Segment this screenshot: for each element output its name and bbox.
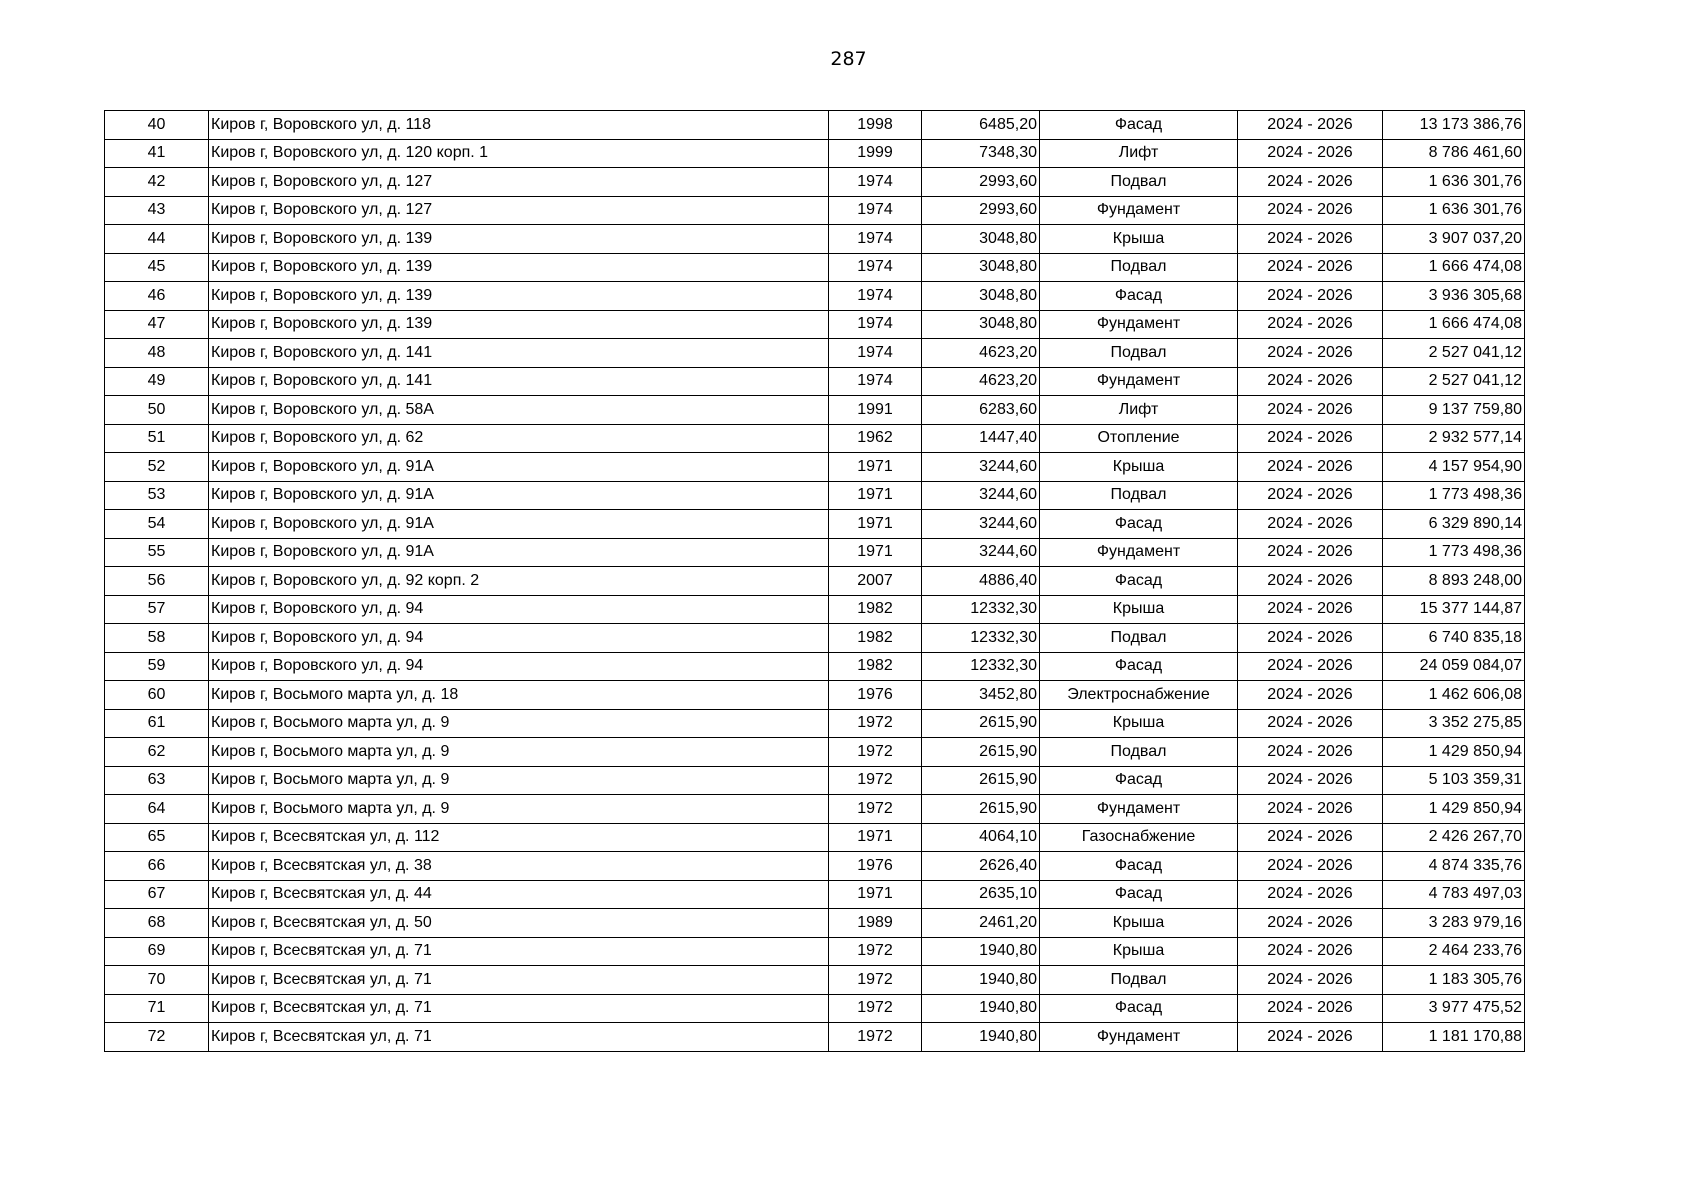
period-cell: 2024 - 2026 [1238, 396, 1383, 425]
address-cell: Киров г, Воровского ул, д. 58А [209, 396, 829, 425]
cost-cell: 4 874 335,76 [1383, 852, 1525, 881]
row-number-cell: 53 [105, 481, 209, 510]
row-number-cell: 56 [105, 567, 209, 596]
cost-cell: 3 283 979,16 [1383, 909, 1525, 938]
work-type-cell: Крыша [1040, 709, 1238, 738]
table-row [105, 652, 1525, 681]
cost-cell: 2 932 577,14 [1383, 424, 1525, 453]
build-year-cell: 1972 [829, 766, 922, 795]
period-cell: 2024 - 2026 [1238, 681, 1383, 710]
period-cell: 2024 - 2026 [1238, 111, 1383, 140]
build-year-cell: 1971 [829, 538, 922, 567]
build-year-cell: 1974 [829, 196, 922, 225]
row-number-cell: 41 [105, 139, 209, 168]
work-type-cell: Фасад [1040, 282, 1238, 311]
work-type-cell: Подвал [1040, 966, 1238, 995]
build-year-cell: 1972 [829, 1023, 922, 1052]
build-year-cell: 1976 [829, 852, 922, 881]
address-cell: Киров г, Воровского ул, д. 91А [209, 510, 829, 539]
area-cell: 3048,80 [922, 310, 1040, 339]
table-row [105, 367, 1525, 396]
build-year-cell: 1972 [829, 709, 922, 738]
row-number-cell: 64 [105, 795, 209, 824]
cost-cell: 1 429 850,94 [1383, 795, 1525, 824]
cost-cell: 2 464 233,76 [1383, 937, 1525, 966]
period-cell: 2024 - 2026 [1238, 909, 1383, 938]
address-cell: Киров г, Всесвятская ул, д. 112 [209, 823, 829, 852]
period-cell: 2024 - 2026 [1238, 766, 1383, 795]
period-cell: 2024 - 2026 [1238, 852, 1383, 881]
period-cell: 2024 - 2026 [1238, 367, 1383, 396]
work-type-cell: Фасад [1040, 766, 1238, 795]
row-number-cell: 61 [105, 709, 209, 738]
address-cell: Киров г, Восьмого марта ул, д. 9 [209, 709, 829, 738]
row-number-cell: 43 [105, 196, 209, 225]
area-cell: 3244,60 [922, 453, 1040, 482]
address-cell: Киров г, Воровского ул, д. 94 [209, 595, 829, 624]
row-number-cell: 57 [105, 595, 209, 624]
cost-cell: 1 181 170,88 [1383, 1023, 1525, 1052]
build-year-cell: 1991 [829, 396, 922, 425]
row-number-cell: 59 [105, 652, 209, 681]
register-table [104, 110, 1525, 1052]
period-cell: 2024 - 2026 [1238, 253, 1383, 282]
period-cell: 2024 - 2026 [1238, 481, 1383, 510]
area-cell: 2626,40 [922, 852, 1040, 881]
address-cell: Киров г, Воровского ул, д. 92 корп. 2 [209, 567, 829, 596]
work-type-cell: Крыша [1040, 595, 1238, 624]
address-cell: Киров г, Воровского ул, д. 62 [209, 424, 829, 453]
table-row [105, 595, 1525, 624]
table-row [105, 510, 1525, 539]
period-cell: 2024 - 2026 [1238, 339, 1383, 368]
build-year-cell: 1971 [829, 453, 922, 482]
table-row [105, 624, 1525, 653]
area-cell: 4623,20 [922, 367, 1040, 396]
work-type-cell: Фундамент [1040, 538, 1238, 567]
area-cell: 3048,80 [922, 282, 1040, 311]
work-type-cell: Фасад [1040, 852, 1238, 881]
work-type-cell: Лифт [1040, 396, 1238, 425]
period-cell: 2024 - 2026 [1238, 538, 1383, 567]
table-row [105, 709, 1525, 738]
table-row [105, 282, 1525, 311]
cost-cell: 3 936 305,68 [1383, 282, 1525, 311]
table-row [105, 453, 1525, 482]
period-cell: 2024 - 2026 [1238, 795, 1383, 824]
cost-cell: 9 137 759,80 [1383, 396, 1525, 425]
period-cell: 2024 - 2026 [1238, 1023, 1383, 1052]
period-cell: 2024 - 2026 [1238, 624, 1383, 653]
row-number-cell: 71 [105, 994, 209, 1023]
address-cell: Киров г, Всесвятская ул, д. 44 [209, 880, 829, 909]
build-year-cell: 1974 [829, 225, 922, 254]
cost-cell: 1 183 305,76 [1383, 966, 1525, 995]
work-type-cell: Фундамент [1040, 196, 1238, 225]
build-year-cell: 1972 [829, 738, 922, 767]
table-row [105, 538, 1525, 567]
row-number-cell: 44 [105, 225, 209, 254]
cost-cell: 1 773 498,36 [1383, 538, 1525, 567]
row-number-cell: 62 [105, 738, 209, 767]
work-type-cell: Фасад [1040, 111, 1238, 140]
area-cell: 3452,80 [922, 681, 1040, 710]
work-type-cell: Подвал [1040, 481, 1238, 510]
period-cell: 2024 - 2026 [1238, 738, 1383, 767]
row-number-cell: 50 [105, 396, 209, 425]
table-row [105, 909, 1525, 938]
cost-cell: 15 377 144,87 [1383, 595, 1525, 624]
work-type-cell: Фасад [1040, 880, 1238, 909]
table-row [105, 880, 1525, 909]
row-number-cell: 49 [105, 367, 209, 396]
area-cell: 1940,80 [922, 937, 1040, 966]
build-year-cell: 1972 [829, 994, 922, 1023]
row-number-cell: 42 [105, 168, 209, 197]
address-cell: Киров г, Восьмого марта ул, д. 9 [209, 766, 829, 795]
work-type-cell: Подвал [1040, 339, 1238, 368]
area-cell: 1940,80 [922, 1023, 1040, 1052]
build-year-cell: 1974 [829, 339, 922, 368]
build-year-cell: 1971 [829, 880, 922, 909]
cost-cell: 4 157 954,90 [1383, 453, 1525, 482]
row-number-cell: 72 [105, 1023, 209, 1052]
address-cell: Киров г, Восьмого марта ул, д. 18 [209, 681, 829, 710]
period-cell: 2024 - 2026 [1238, 880, 1383, 909]
work-type-cell: Электроснабжение [1040, 681, 1238, 710]
row-number-cell: 52 [105, 453, 209, 482]
address-cell: Киров г, Всесвятская ул, д. 50 [209, 909, 829, 938]
work-type-cell: Крыша [1040, 937, 1238, 966]
area-cell: 4623,20 [922, 339, 1040, 368]
work-type-cell: Отопление [1040, 424, 1238, 453]
area-cell: 3048,80 [922, 253, 1040, 282]
address-cell: Киров г, Всесвятская ул, д. 38 [209, 852, 829, 881]
build-year-cell: 1982 [829, 624, 922, 653]
work-type-cell: Фундамент [1040, 367, 1238, 396]
build-year-cell: 1971 [829, 823, 922, 852]
area-cell: 2615,90 [922, 766, 1040, 795]
period-cell: 2024 - 2026 [1238, 424, 1383, 453]
address-cell: Киров г, Воровского ул, д. 120 корп. 1 [209, 139, 829, 168]
work-type-cell: Подвал [1040, 253, 1238, 282]
work-type-cell: Фасад [1040, 567, 1238, 596]
area-cell: 12332,30 [922, 624, 1040, 653]
table-row [105, 253, 1525, 282]
row-number-cell: 70 [105, 966, 209, 995]
address-cell: Киров г, Воровского ул, д. 127 [209, 196, 829, 225]
work-type-cell: Лифт [1040, 139, 1238, 168]
build-year-cell: 1976 [829, 681, 922, 710]
build-year-cell: 1982 [829, 652, 922, 681]
period-cell: 2024 - 2026 [1238, 823, 1383, 852]
row-number-cell: 66 [105, 852, 209, 881]
build-year-cell: 1971 [829, 510, 922, 539]
period-cell: 2024 - 2026 [1238, 595, 1383, 624]
cost-cell: 6 740 835,18 [1383, 624, 1525, 653]
row-number-cell: 54 [105, 510, 209, 539]
work-type-cell: Крыша [1040, 453, 1238, 482]
address-cell: Киров г, Всесвятская ул, д. 71 [209, 937, 829, 966]
row-number-cell: 51 [105, 424, 209, 453]
table-row [105, 823, 1525, 852]
work-type-cell: Фундамент [1040, 1023, 1238, 1052]
build-year-cell: 2007 [829, 567, 922, 596]
work-type-cell: Подвал [1040, 624, 1238, 653]
build-year-cell: 1962 [829, 424, 922, 453]
table-row [105, 852, 1525, 881]
table-row [105, 937, 1525, 966]
period-cell: 2024 - 2026 [1238, 168, 1383, 197]
table-row [105, 225, 1525, 254]
address-cell: Киров г, Воровского ул, д. 141 [209, 367, 829, 396]
row-number-cell: 58 [105, 624, 209, 653]
build-year-cell: 1974 [829, 310, 922, 339]
row-number-cell: 45 [105, 253, 209, 282]
build-year-cell: 1972 [829, 795, 922, 824]
address-cell: Киров г, Воровского ул, д. 127 [209, 168, 829, 197]
area-cell: 2615,90 [922, 795, 1040, 824]
address-cell: Киров г, Воровского ул, д. 118 [209, 111, 829, 140]
table-row [105, 795, 1525, 824]
address-cell: Киров г, Всесвятская ул, д. 71 [209, 1023, 829, 1052]
period-cell: 2024 - 2026 [1238, 282, 1383, 311]
address-cell: Киров г, Воровского ул, д. 91А [209, 481, 829, 510]
build-year-cell: 1974 [829, 282, 922, 311]
work-type-cell: Крыша [1040, 909, 1238, 938]
cost-cell: 1 636 301,76 [1383, 196, 1525, 225]
cost-cell: 2 426 267,70 [1383, 823, 1525, 852]
address-cell: Киров г, Воровского ул, д. 94 [209, 652, 829, 681]
build-year-cell: 1972 [829, 966, 922, 995]
cost-cell: 3 352 275,85 [1383, 709, 1525, 738]
area-cell: 1447,40 [922, 424, 1040, 453]
cost-cell: 8 786 461,60 [1383, 139, 1525, 168]
row-number-cell: 48 [105, 339, 209, 368]
area-cell: 4886,40 [922, 567, 1040, 596]
address-cell: Киров г, Воровского ул, д. 141 [209, 339, 829, 368]
cost-cell: 3 907 037,20 [1383, 225, 1525, 254]
address-cell: Киров г, Воровского ул, д. 91А [209, 538, 829, 567]
work-type-cell: Подвал [1040, 738, 1238, 767]
build-year-cell: 1974 [829, 253, 922, 282]
address-cell: Киров г, Воровского ул, д. 139 [209, 253, 829, 282]
address-cell: Киров г, Восьмого марта ул, д. 9 [209, 795, 829, 824]
area-cell: 6485,20 [922, 111, 1040, 140]
work-type-cell: Крыша [1040, 225, 1238, 254]
area-cell: 6283,60 [922, 396, 1040, 425]
area-cell: 2615,90 [922, 738, 1040, 767]
work-type-cell: Фундамент [1040, 795, 1238, 824]
table-row [105, 396, 1525, 425]
table-row [105, 111, 1525, 140]
page-number: 287 [830, 48, 867, 70]
table-row [105, 168, 1525, 197]
cost-cell: 1 666 474,08 [1383, 310, 1525, 339]
area-cell: 1940,80 [922, 966, 1040, 995]
row-number-cell: 63 [105, 766, 209, 795]
period-cell: 2024 - 2026 [1238, 567, 1383, 596]
address-cell: Киров г, Воровского ул, д. 139 [209, 282, 829, 311]
table-row [105, 738, 1525, 767]
table-row [105, 196, 1525, 225]
cost-cell: 13 173 386,76 [1383, 111, 1525, 140]
row-number-cell: 55 [105, 538, 209, 567]
table-row [105, 481, 1525, 510]
period-cell: 2024 - 2026 [1238, 652, 1383, 681]
row-number-cell: 65 [105, 823, 209, 852]
cost-cell: 24 059 084,07 [1383, 652, 1525, 681]
row-number-cell: 47 [105, 310, 209, 339]
cost-cell: 6 329 890,14 [1383, 510, 1525, 539]
period-cell: 2024 - 2026 [1238, 937, 1383, 966]
address-cell: Киров г, Воровского ул, д. 91А [209, 453, 829, 482]
table-row [105, 681, 1525, 710]
cost-cell: 4 783 497,03 [1383, 880, 1525, 909]
cost-cell: 1 666 474,08 [1383, 253, 1525, 282]
work-type-cell: Подвал [1040, 168, 1238, 197]
area-cell: 2635,10 [922, 880, 1040, 909]
period-cell: 2024 - 2026 [1238, 225, 1383, 254]
row-number-cell: 40 [105, 111, 209, 140]
table-row [105, 139, 1525, 168]
cost-cell: 1 462 606,08 [1383, 681, 1525, 710]
cost-cell: 1 773 498,36 [1383, 481, 1525, 510]
build-year-cell: 1974 [829, 168, 922, 197]
period-cell: 2024 - 2026 [1238, 196, 1383, 225]
work-type-cell: Фасад [1040, 994, 1238, 1023]
table-row [105, 339, 1525, 368]
period-cell: 2024 - 2026 [1238, 966, 1383, 995]
cost-cell: 5 103 359,31 [1383, 766, 1525, 795]
address-cell: Киров г, Воровского ул, д. 139 [209, 310, 829, 339]
period-cell: 2024 - 2026 [1238, 310, 1383, 339]
area-cell: 1940,80 [922, 994, 1040, 1023]
register-table-body [105, 111, 1525, 1052]
period-cell: 2024 - 2026 [1238, 139, 1383, 168]
area-cell: 2461,20 [922, 909, 1040, 938]
cost-cell: 1 636 301,76 [1383, 168, 1525, 197]
area-cell: 7348,30 [922, 139, 1040, 168]
address-cell: Киров г, Воровского ул, д. 94 [209, 624, 829, 653]
build-year-cell: 1974 [829, 367, 922, 396]
build-year-cell: 1998 [829, 111, 922, 140]
table-row [105, 310, 1525, 339]
build-year-cell: 1972 [829, 937, 922, 966]
area-cell: 3244,60 [922, 481, 1040, 510]
work-type-cell: Фасад [1040, 652, 1238, 681]
area-cell: 2993,60 [922, 168, 1040, 197]
work-type-cell: Газоснабжение [1040, 823, 1238, 852]
cost-cell: 1 429 850,94 [1383, 738, 1525, 767]
cost-cell: 8 893 248,00 [1383, 567, 1525, 596]
area-cell: 3244,60 [922, 538, 1040, 567]
area-cell: 2615,90 [922, 709, 1040, 738]
address-cell: Киров г, Восьмого марта ул, д. 9 [209, 738, 829, 767]
address-cell: Киров г, Всесвятская ул, д. 71 [209, 994, 829, 1023]
build-year-cell: 1982 [829, 595, 922, 624]
table-row [105, 994, 1525, 1023]
cost-cell: 3 977 475,52 [1383, 994, 1525, 1023]
period-cell: 2024 - 2026 [1238, 994, 1383, 1023]
table-row [105, 1023, 1525, 1052]
work-type-cell: Фасад [1040, 510, 1238, 539]
row-number-cell: 69 [105, 937, 209, 966]
build-year-cell: 1971 [829, 481, 922, 510]
area-cell: 2993,60 [922, 196, 1040, 225]
cost-cell: 2 527 041,12 [1383, 367, 1525, 396]
address-cell: Киров г, Воровского ул, д. 139 [209, 225, 829, 254]
row-number-cell: 67 [105, 880, 209, 909]
period-cell: 2024 - 2026 [1238, 709, 1383, 738]
row-number-cell: 68 [105, 909, 209, 938]
table-row [105, 766, 1525, 795]
cost-cell: 2 527 041,12 [1383, 339, 1525, 368]
area-cell: 3048,80 [922, 225, 1040, 254]
table-row [105, 567, 1525, 596]
period-cell: 2024 - 2026 [1238, 510, 1383, 539]
area-cell: 12332,30 [922, 652, 1040, 681]
build-year-cell: 1989 [829, 909, 922, 938]
area-cell: 4064,10 [922, 823, 1040, 852]
row-number-cell: 60 [105, 681, 209, 710]
address-cell: Киров г, Всесвятская ул, д. 71 [209, 966, 829, 995]
area-cell: 12332,30 [922, 595, 1040, 624]
table-row [105, 424, 1525, 453]
table-row [105, 966, 1525, 995]
build-year-cell: 1999 [829, 139, 922, 168]
work-type-cell: Фундамент [1040, 310, 1238, 339]
row-number-cell: 46 [105, 282, 209, 311]
area-cell: 3244,60 [922, 510, 1040, 539]
period-cell: 2024 - 2026 [1238, 453, 1383, 482]
